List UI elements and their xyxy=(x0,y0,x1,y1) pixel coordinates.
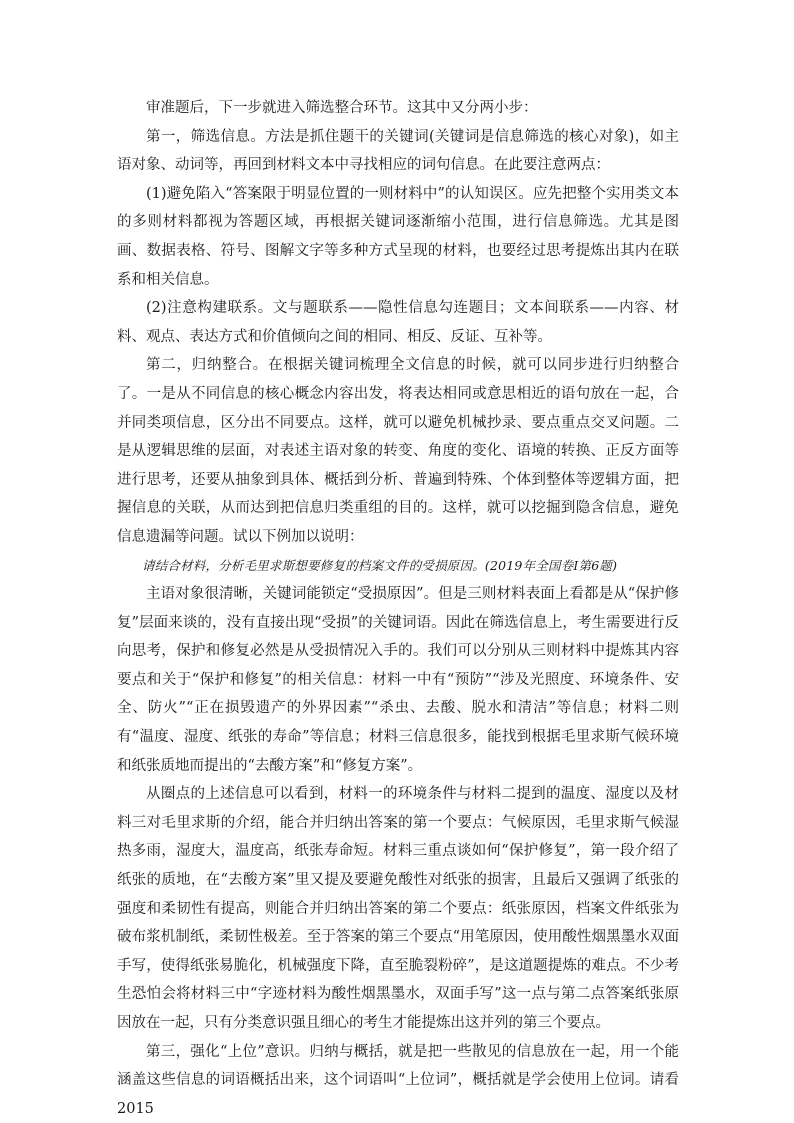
document-page xyxy=(117,94,679,1123)
example-question: 请结合材料，分析毛里求斯想要修复的档案文件的受损原因。(2019年全国卷Ⅰ第6题) xyxy=(142,557,618,573)
paragraph-step-two: 第二，归纳整合。在根据关键词梳理全文信息的时候，就可以同步进行归纳整合了。一是从不同信息的核心概念内容出发，将表达相同或意思相近的语句放在一起，合并同类项信息，区分出不同要点。这样，就可以避免机械抄录、要点重点交叉问题。二是从逻辑思维的层面，对表述主语对象的转变、角度的变化、语境的转换、正反方面等进行思考，还要从抽象到具体、概括到分析、普遍到特殊、个体到整体等逻辑方面，把握信息的关联，从而达到把信息归类重组的目的。这样，就可以挖掘到隐含信息，避免信息遗漏等问题。试以下例加以说明： xyxy=(117,357,679,545)
paragraph-analysis-two: 从圈点的上述信息可以看到，材料一的环境条件与材料二提到的温度、湿度以及材料三对毛里求斯的介绍，能合并归纳出答案的第一个要点：气候原因，毛里求斯气候湿热多雨，湿度大，温度高，纸张寿命短。材料三重点谈如何“保护修复”，第一段介绍了纸张的质地，在“去酸方案”里又提及要避免酸性对纸张的损害，且最后又强调了纸张的强度和柔韧性有提高，则能合并归纳出答案的第二个要点：纸张原因，档案文件纸张为破布浆机制纸，柔韧性极差。至于答案的第三个要点“用笔原因，使用酸性烟黑墨水双面手写，使得纸张易脆化，机械强度下降，直至脆裂粉碎”，是这道题提炼的难点。不少考生恐怕会将材料三中“字迹材料为酸性烟黑墨水，双面手写”这一点与第二点答案纸张原因放在一起，只有分类意识强且细心的考生才能提炼出这并列的第三个要点。 xyxy=(117,786,679,1031)
paragraph-analysis-one: 主语对象很清晰，关键词能锁定“受损原因”。但是三则材料表面上看都是从“保护修复”层面来谈的，没有直接出现“受损”的关键词语。因此在筛选信息上，考生需要进行反向思考，保护和修复必然是从受损情况入手的。我们可以分别从三则材料中提炼其内容要点和关于“保护和修复”的相关信息：材料一中有“预防”“涉及光照度、环境条件、安全、防火”“正在损毁遗产的外界因素”“杀虫、去酸、脱水和清洁”等信息；材料二则有“温度、湿度、纸张的寿命”等信息；材料三信息很多，能找到根据毛里求斯气候环境和纸张质地而提出的“去酸方案”和“修复方案”。 xyxy=(117,586,679,774)
paragraph-point-one: (1)避免陷入“答案限于明显位置的一则材料中”的认知误区。应先把整个实用类文本的多则材料都视为答题区域，再根据关键词逐渐缩小范围，进行信息筛选。尤其是图画、数据表格、符号、图解文字等多种方式呈现的材料，也要经过思考提炼出其内在联系和相关信息。 xyxy=(117,185,679,288)
paragraph-intro: 审准题后，下一步就进入筛选整合环节。这其中又分两小步： xyxy=(146,100,538,116)
paragraph-step-one: 第一，筛选信息。方法是抓住题干的关键词(关键词是信息筛选的核心对象)，如主语对象、动词等，再回到材料文本中寻找相应的词句信息。在此要注意两点： xyxy=(117,128,679,174)
paragraph-point-two: (2)注意构建联系。文与题联系——隐性信息勾连题目；文本间联系——内容、材料、观点、表达方式和价值倾向之间的相同、相反、反证、互补等。 xyxy=(117,300,679,345)
paragraph-step-three: 第三，强化“上位”意识。归纳与概括，就是把一些散见的信息放在一起，用一个能涵盖这些信息的词语概括出来，这个词语叫“上位词”，概括就是学会使用上位词。请看 2015 xyxy=(117,1043,679,1117)
